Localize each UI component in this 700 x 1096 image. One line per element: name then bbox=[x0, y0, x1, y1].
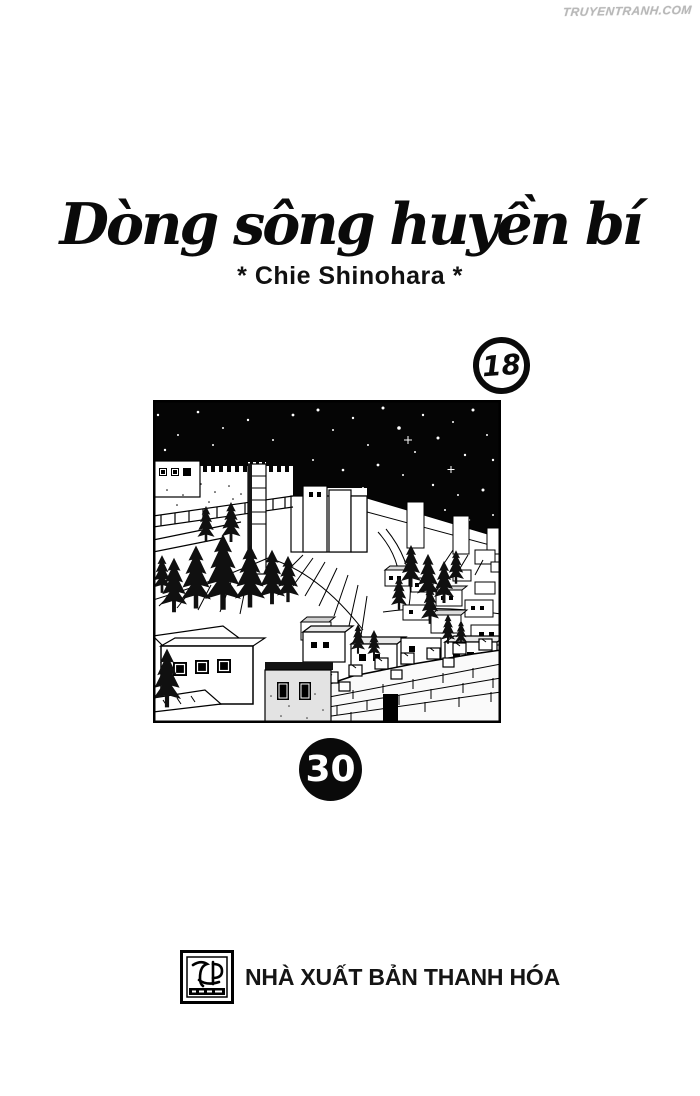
city-night-scene bbox=[153, 400, 501, 723]
citadel bbox=[291, 486, 367, 552]
chapter-badge bbox=[299, 738, 362, 801]
site-watermark: TRUYENTRANH.COM bbox=[562, 2, 693, 20]
page-title: Dòng sông huyền bí bbox=[59, 191, 641, 259]
cover-illustration bbox=[153, 400, 501, 723]
publisher-logo bbox=[180, 950, 234, 1004]
publisher-name: NHÀ XUẤT BẢN THANH HÓA bbox=[245, 963, 561, 990]
chapter-number: 30 bbox=[305, 749, 356, 790]
publisher-block bbox=[180, 950, 560, 1004]
volume-number: 18 bbox=[480, 347, 523, 384]
volume-badge bbox=[471, 335, 532, 396]
author-name: * Chie Shinohara * bbox=[237, 262, 463, 290]
